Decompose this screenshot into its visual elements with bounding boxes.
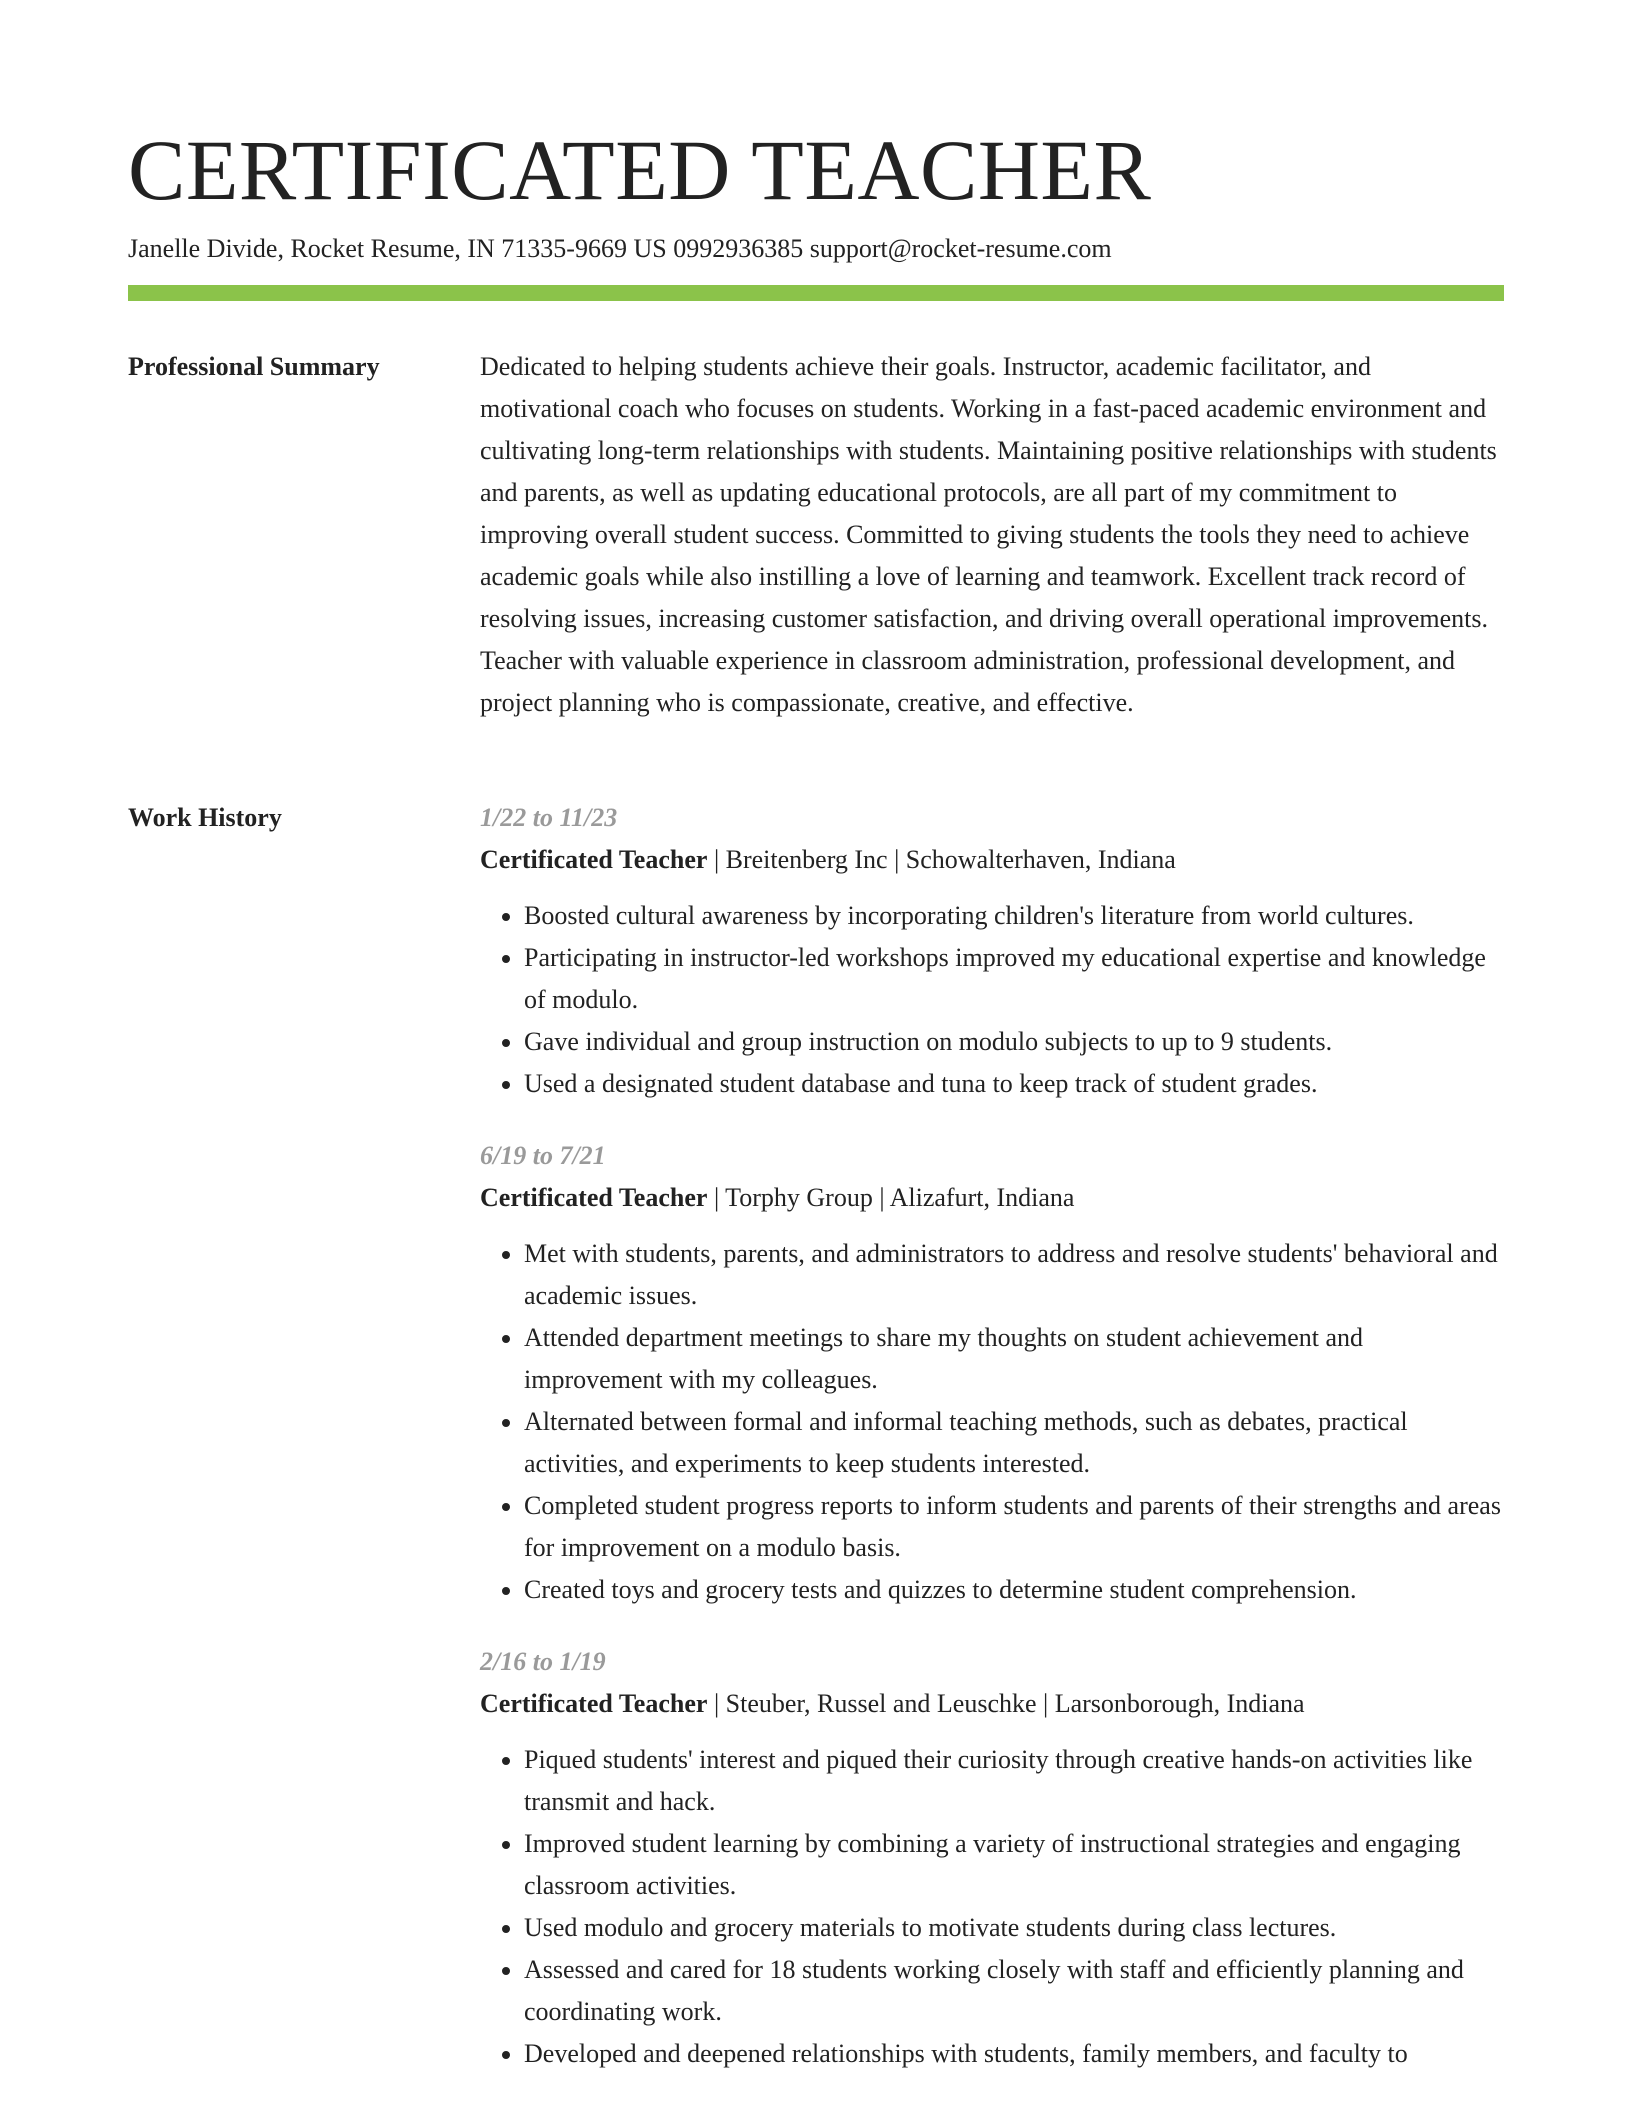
job-company-location: | Torphy Group | Alizafurt, Indiana [707, 1183, 1075, 1212]
job-bullet: • Improved student learning by combining a variety of instructional strategies and engaging classroom activities. [524, 1823, 1504, 1907]
job-role: Certificated Teacher [480, 845, 708, 874]
job-entry [480, 797, 1504, 1105]
job-bullet: • Created toys and grocery tests and quizzes to determine student comprehension. [524, 1569, 1504, 1611]
summary-label: Professional Summary [128, 352, 380, 381]
job-role: Certificated Teacher [480, 1689, 708, 1718]
summary-body [480, 346, 1504, 724]
job-bullet: • Used a designated student database and tuna to keep track of student grades. [524, 1063, 1504, 1105]
contact-line [128, 232, 1112, 266]
contact-name: Janelle Divide, [128, 234, 291, 263]
job-bullet-list [480, 1233, 1504, 1611]
contact-email: support@rocket-resume.com [809, 234, 1112, 263]
job-entry [480, 1641, 1504, 2075]
contact-location: Rocket Resume, IN 71335-9669 US [290, 234, 674, 263]
job-heading [480, 1177, 1504, 1219]
job-bullet: • Gave individual and group instruction on modulo subjects to up to 9 students. [524, 1021, 1504, 1063]
job-bullet: • Completed student progress reports to inform students and parents of their strengths and areas for improvement on a modulo basis. [524, 1485, 1504, 1569]
job-dates: 2/16 to 1/19 [480, 1647, 606, 1676]
work-history-label: Work History [128, 803, 282, 832]
job-bullet: • Met with students, parents, and administrators to address and resolve students' behavioral and academic issues. [524, 1233, 1504, 1317]
job-company-location: | Breitenberg Inc | Schowalterhaven, Indiana [707, 845, 1176, 874]
job-bullet: • Used modulo and grocery materials to motivate students during class lectures. [524, 1907, 1504, 1949]
job-bullet: • Participating in instructor-led workshops improved my educational expertise and knowledge of modulo. [524, 937, 1504, 1021]
job-dates: 6/19 to 7/21 [480, 1141, 606, 1170]
header-divider [128, 285, 1504, 301]
job-role: Certificated Teacher [480, 1183, 708, 1212]
job-heading [480, 839, 1504, 881]
job-heading [480, 1683, 1504, 1725]
job-bullet: • Assessed and cared for 18 students working closely with staff and efficiently planning and coordinating work. [524, 1949, 1504, 2033]
contact-phone: 0992936385 [673, 234, 810, 263]
job-bullet: • Piqued students' interest and piqued their curiosity through creative hands-on activities like transmit and hack. [524, 1739, 1504, 1823]
summary-text: Dedicated to helping students achieve their goals. Instructor, academic facilitator, and motivational coach who focuses on students. Working in a fast-paced academic environment and cultivating long-term relationships with students. Maintaining positive relationships with students and parents, as well as updating educational protocols, are all part of my commitment to improving overall student success. Committed to giving students the tools they need to achieve academic goals while also instilling a love of learning and teamwork. Excellent track record of resolving issues, increasing customer satisfaction, and driving overall operational improvements. Teacher with valuable experience in classroom administration, professional development, and project planning who is compassionate, creative, and effective. [480, 352, 1497, 717]
job-bullet-list [480, 895, 1504, 1105]
job-company-location: | Steuber, Russel and Leuschke | Larsonborough, Indiana [707, 1689, 1305, 1718]
resume-title: CERTIFICATED TEACHER [128, 122, 1152, 218]
job-list [480, 797, 1504, 2105]
job-entry [480, 1135, 1504, 1611]
job-bullet: • Developed and deepened relationships with students, family members, and faculty to [524, 2033, 1504, 2075]
job-bullet: • Attended department meetings to share my thoughts on student achievement and improvement with my colleagues. [524, 1317, 1504, 1401]
job-dates: 1/22 to 11/23 [480, 803, 618, 832]
job-bullet: • Boosted cultural awareness by incorporating children's literature from world cultures. [524, 895, 1504, 937]
job-bullet-list [480, 1739, 1504, 2075]
job-bullet: • Alternated between formal and informal teaching methods, such as debates, practical activities, and experiments to keep students interested. [524, 1401, 1504, 1485]
